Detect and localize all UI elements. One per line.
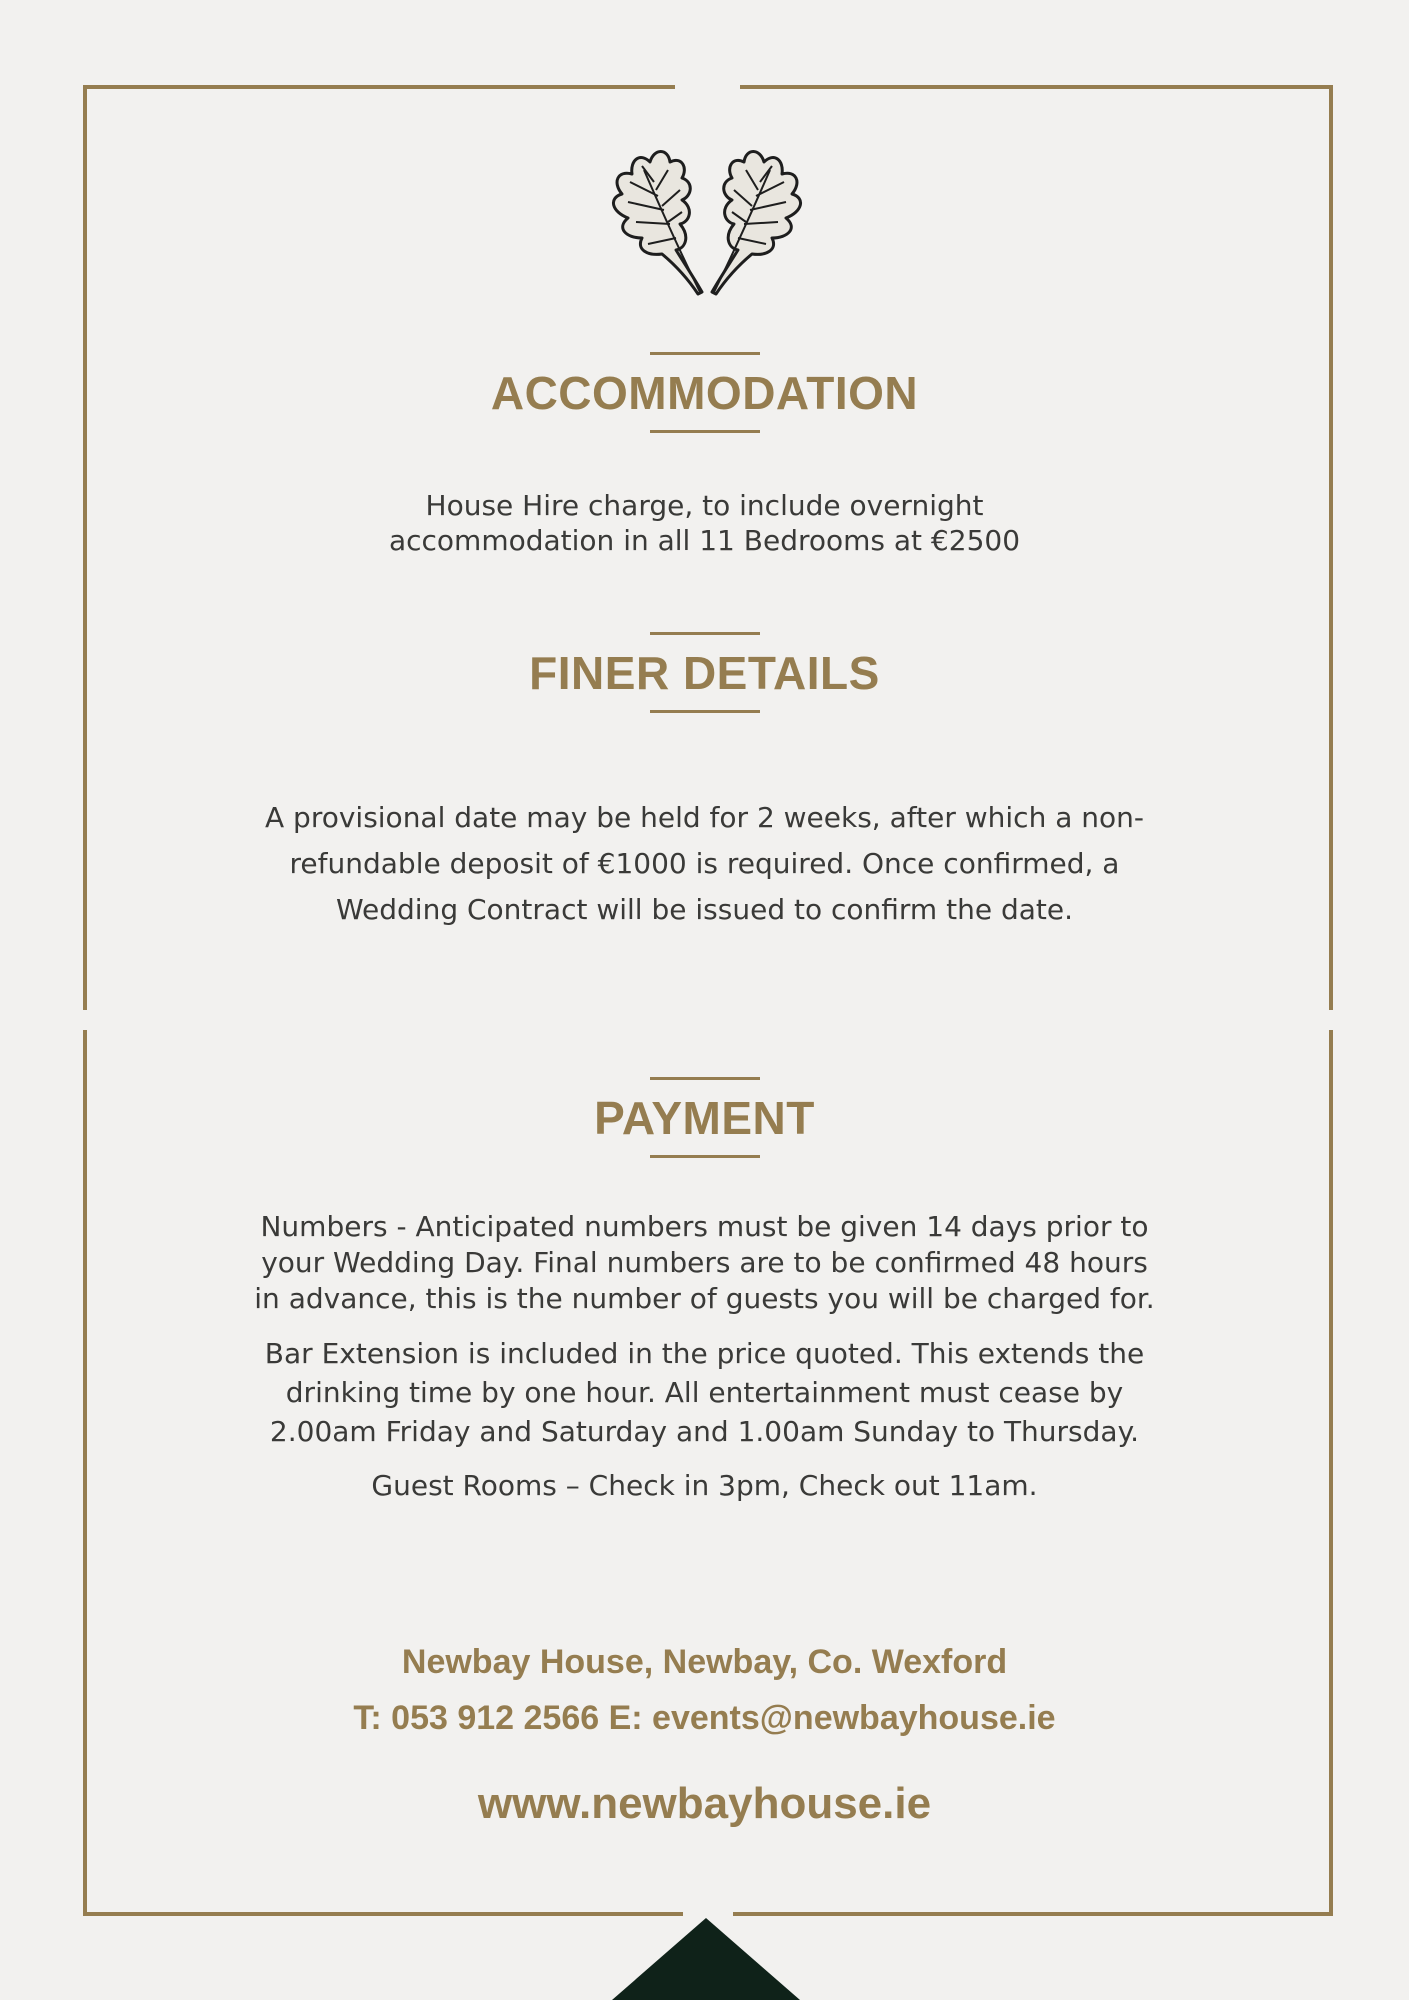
text-line: drinking time by one hour. All entertainment must cease by (285, 1376, 1124, 1409)
frame-top-left (83, 85, 675, 89)
bottom-triangle-decoration (612, 1918, 800, 2000)
contact-phone-email[interactable]: T: 053 912 2566 E: events@newbayhouse.ie (353, 1699, 1056, 1737)
heading-rule-bottom (650, 1155, 760, 1158)
heading-rule-bottom (650, 710, 760, 713)
frame-top-right (740, 85, 1333, 89)
heading-rule-bottom (650, 430, 760, 433)
accommodation-section-header (0, 352, 1409, 433)
accommodation-heading: ACCOMMODATION (490, 367, 919, 419)
website-link[interactable]: www.newbayhouse.ie (477, 1779, 932, 1828)
frame-bottom-left (83, 1912, 683, 1916)
payment-numbers-text (0, 1209, 1409, 1317)
heading-rule-top (650, 352, 760, 355)
text-line: Wedding Contract will be issued to confirm the date. (335, 893, 1073, 926)
text-line: 2.00am Friday and Saturday and 1.00am Sunday to Thursday. (269, 1415, 1140, 1448)
oak-leaves-icon (578, 126, 836, 296)
heading-rule-top (650, 632, 760, 635)
text-line: House Hire charge, to include overnight (425, 489, 984, 522)
text-line: A provisional date may be held for 2 weeks, after which a non- (264, 801, 1145, 834)
text-line: refundable deposit of €1000 is required. Once confirmed, a (289, 847, 1120, 880)
contact-address: Newbay House, Newbay, Co. Wexford (401, 1643, 1008, 1681)
text-line: your Wedding Day. Final numbers are to be confirmed 48 hours (261, 1246, 1148, 1279)
heading-rule-top (650, 1077, 760, 1080)
finer-details-heading: FINER DETAILS (529, 647, 880, 699)
text-line: Numbers - Anticipated numbers must be given 14 days prior to (260, 1210, 1149, 1243)
frame-bottom-right (733, 1912, 1333, 1916)
text-line: Bar Extension is included in the price quoted. This extends the (264, 1337, 1145, 1370)
payment-bar-text (0, 1334, 1409, 1451)
text-line: accommodation in all 11 Bedrooms at €2500 (388, 524, 1021, 557)
payment-section-header (0, 1077, 1409, 1158)
finer-details-text (0, 795, 1409, 933)
text-line: Guest Rooms – Check in 3pm, Check out 11am. (371, 1469, 1038, 1502)
payment-heading: PAYMENT (594, 1092, 815, 1144)
accommodation-text (0, 488, 1409, 558)
payment-rooms-text (0, 1466, 1409, 1506)
finer-details-section-header (0, 632, 1409, 713)
text-line: in advance, this is the number of guests you will be charged for. (254, 1282, 1155, 1315)
